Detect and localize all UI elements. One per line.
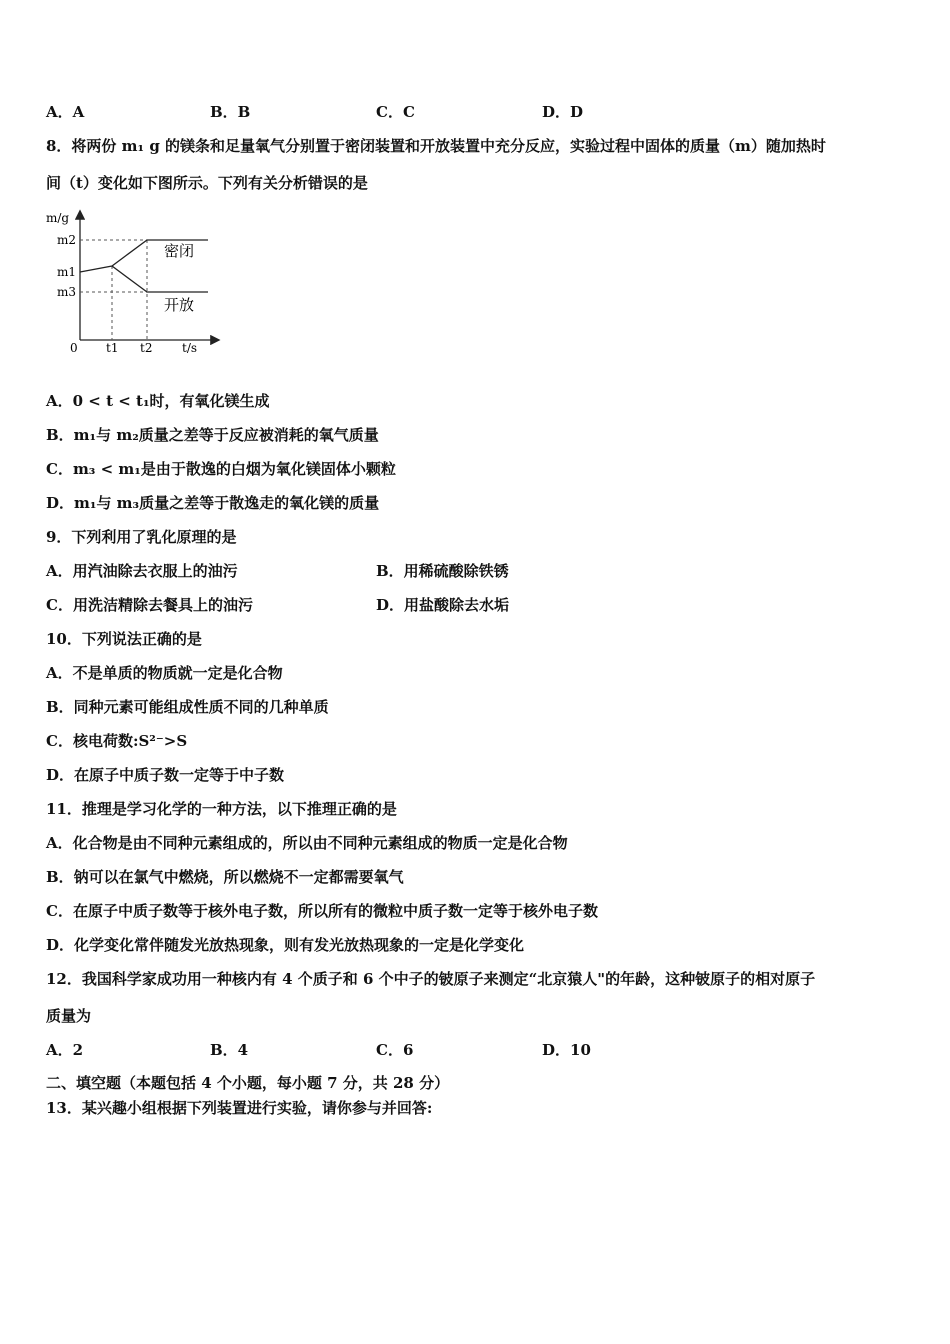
q7-option-d: D．D <box>542 103 584 121</box>
q9-option-a: A．用汽油除去衣服上的油污 <box>46 562 238 580</box>
q9-option-b: B．用稀硫酸除铁锈 <box>376 562 509 580</box>
q12-option-b: B．4 <box>210 1041 249 1059</box>
q8-option-c: C．m₃ < m₁是由于散逸的白烟为氧化镁固体小颗粒 <box>46 460 396 478</box>
open-curve <box>112 266 208 292</box>
q9-stem: 9．下列利用了乳化原理的是 <box>46 528 237 546</box>
q10-option-b: B．同种元素可能组成性质不同的几种单质 <box>46 698 329 716</box>
origin-label: 0 <box>70 341 78 355</box>
q12-option-a: A．2 <box>46 1041 84 1059</box>
x-axis-label: t/s <box>182 341 198 355</box>
closed-label: 密闭 <box>164 242 195 260</box>
q12-stem-line1: 12．我国科学家成功用一种核内有 4 个质子和 6 个中子的铍原子来测定“北京猿人"的年龄，这种铍原子的相对原子 <box>46 970 816 988</box>
q8-stem-line1: 8．将两份 m₁ g 的镁条和足量氧气分别置于密闭装置和开放装置中充分反应，实验过程中固体的质量（m）随加热时 <box>46 137 826 155</box>
section2-heading: 二、填空题（本题包括 4 个小题，每小题 7 分，共 28 分） <box>46 1074 450 1092</box>
q13-stem: 13．某兴趣小组根据下列装置进行实验，请你参与并回答: <box>46 1099 433 1117</box>
open-label: 开放 <box>164 296 195 314</box>
q7-option-c: C．C <box>376 103 415 121</box>
q8-option-d: D．m₁与 m₃质量之差等于散逸走的氧化镁的质量 <box>46 494 380 512</box>
q10-stem: 10．下列说法正确的是 <box>46 630 202 648</box>
q9-option-d: D．用盐酸除去水垢 <box>376 596 510 614</box>
q11-option-c: C．在原子中质子数等于核外电子数，所以所有的微粒中质子数一定等于核外电子数 <box>46 902 598 920</box>
q12-option-d: D．10 <box>542 1041 591 1059</box>
tick-t2: t2 <box>140 341 153 355</box>
y-axis-label: m/g <box>46 211 70 225</box>
mass-time-graph <box>40 206 240 366</box>
q11-option-a: A．化合物是由不同种元素组成的，所以由不同种元素组成的物质一定是化合物 <box>46 834 568 852</box>
q10-option-a: A．不是单质的物质就一定是化合物 <box>46 664 283 682</box>
tick-m1: m1 <box>57 265 77 279</box>
q7-option-b: B．B <box>210 103 251 121</box>
tick-m3: m3 <box>57 285 77 299</box>
q10-option-d: D．在原子中质子数一定等于中子数 <box>46 766 285 784</box>
q8-option-a: A．0 < t < t₁时，有氧化镁生成 <box>46 392 270 410</box>
q12-option-c: C．6 <box>376 1041 414 1059</box>
q7-option-a: A．A <box>46 103 85 121</box>
tick-t1: t1 <box>106 341 119 355</box>
q10-option-c: C．核电荷数:S²⁻>S <box>46 732 188 750</box>
tick-m2: m2 <box>57 233 77 247</box>
q8-option-b: B．m₁与 m₂质量之差等于反应被消耗的氧气质量 <box>46 426 379 444</box>
q8-stem-line2: 间（t）变化如下图所示。下列有关分析错误的是 <box>46 174 368 192</box>
q11-option-b: B．钠可以在氯气中燃烧，所以燃烧不一定都需要氧气 <box>46 868 404 886</box>
q11-option-d: D．化学变化常伴随发光放热现象，则有发光放热现象的一定是化学变化 <box>46 936 525 954</box>
q12-stem-line2: 质量为 <box>46 1007 92 1025</box>
q9-option-c: C．用洗洁精除去餐具上的油污 <box>46 596 253 614</box>
q11-stem: 11．推理是学习化学的一种方法，以下推理正确的是 <box>46 800 397 818</box>
